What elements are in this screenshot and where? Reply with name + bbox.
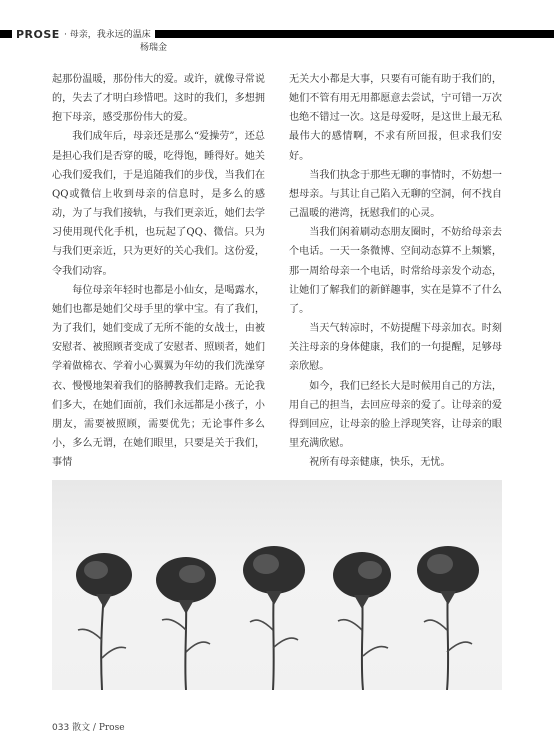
paragraph: 每位母亲年轻时也都是小仙女，是喝露水，她们也都是她们父母手里的掌中宝。有了我们，为了我们，她们变成了无所不能的女战士，由被安慰者、被照顾者变成了安慰者、照顾者，她们学着做棉衣、学着小心翼翼为年幼的我们洗澡穿衣、慢慢地架着我们的胳膊教我们走路。无论我们多大，在她们面前，我们永远都是小孩子，小朋友，需要被照顾，需要优先；无论事件多么小，多么无谓，在她们眼里，只要是关于我们，事情 — [52, 284, 265, 469]
paragraph: 当我们闲着刷动态朋友圈时，不妨给母亲去个电话。一天一条微博、空间动态算不上频繁，那一周给母亲一个电话，时常给母亲发个动态，让她们了解我们的新鲜趣事，实在是算不了什么了。 — [289, 227, 502, 315]
page-number: 033 — [52, 723, 70, 733]
paragraph: 起那份温暖，那份伟大的爱。或许，就像寻常说的，失去了才明白珍惜吧。这时的我们，多想拥抱下母亲，感受那份伟大的爱。 — [52, 74, 265, 124]
carnation-photo — [52, 480, 502, 690]
paragraph: 如今，我们已经长大是时候用自己的方法，用自己的担当，去回应母亲的爱了。让母亲的爱得到回应，让母亲的脸上浮现笑容，让母亲的眼里充满欣慰。 — [289, 380, 502, 449]
publication-name: 散文 / Prose — [72, 723, 125, 733]
page-header — [0, 30, 554, 58]
page-footer — [52, 720, 125, 733]
section-label: PROSE — [12, 30, 64, 40]
carnation-illustration — [52, 480, 502, 690]
paragraph: 无关大小都是大事，只要有可能有助于我们的，她们不管有用无用都愿意去尝试，宁可错一万次也绝不错过一次。这是母爱呀，是这世上最无私最伟大的感情啊，不求有所回报，但求我们安好。 — [289, 74, 502, 162]
paragraph: 祝所有母亲健康，快乐，无忧。 — [309, 457, 451, 469]
right-text-column — [289, 70, 502, 472]
article-author: 杨瑞金 — [140, 43, 168, 53]
paragraph: 我们成年后，母亲还是那么“爱操劳”，还总是担心我们是否穿的暖，吃得饱，睡得好。她关心我们爱我们，于是追随我们的步伐，当我们在QQ或微信上收到母亲的信息时，是多么的感动，为了与我们接轨，与我们更亲近，她们去学习使用现代化手机，也玩起了QQ、微信。只为与我们更亲近，只为更好的关心我们。这份爱，令我们动容。 — [52, 131, 265, 277]
left-text-column — [52, 70, 265, 472]
paragraph: 当天气转凉时，不妨提醒下母亲加衣。时刻关注母亲的身体健康，我们的一句提醒，足够母亲欣慰。 — [289, 323, 502, 373]
paragraph: 当我们执念于那些无聊的事情时，不妨想一想母亲。与其让自己陷入无聊的空洞，何不找自己温暖的港湾，抚慰我们的心灵。 — [289, 169, 502, 220]
article-title: · 母亲，我永远的温床 — [60, 30, 155, 40]
